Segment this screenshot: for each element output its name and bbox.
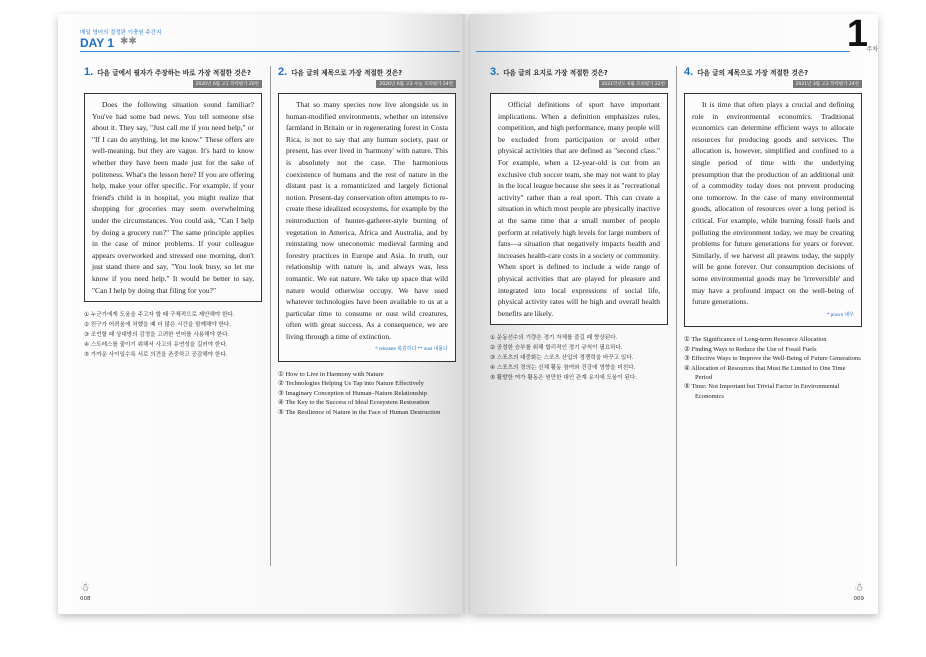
open-book: [58, 8, 878, 618]
option-2[interactable]: ② 공정한 승부를 위해 합리적인 경기 규칙이 필요하다.: [490, 345, 623, 352]
question-number: 2.: [278, 66, 288, 78]
option-5[interactable]: ⑤ 활발한 여가 활동은 원만한 대인 관계 유지에 도움이 된다.: [490, 375, 638, 382]
option-1[interactable]: ① 운동선수의 기량은 경기 자체를 즐길 때 향상된다.: [490, 335, 618, 342]
column-divider: [676, 66, 677, 566]
source-tag: 2021학년도 6월 모의평가 22번: [599, 80, 668, 88]
option-5[interactable]: ⑤ The Resilience of Nature in the Face of Human Destruction: [278, 408, 441, 416]
option-2[interactable]: ② Technologies Helping Us Tap into Nature Effectively: [278, 380, 424, 388]
footnote: * prawn 새우: [826, 312, 854, 318]
option-4[interactable]: ④ Allocation of Resources that Must Be Limited to One Time Period: [684, 364, 846, 381]
left-page: [58, 14, 466, 614]
page-number-right: 009: [853, 596, 864, 602]
question-number: 4.: [684, 66, 694, 78]
column-divider: [270, 66, 271, 566]
answer-options: [490, 333, 668, 383]
question-2: [278, 66, 456, 417]
question-1: [84, 66, 262, 360]
series-title: 매일 영어의 결정판 이충원 주간지: [80, 30, 162, 36]
source-tag: 2021년 3월 고3 학력평가 24번: [793, 80, 862, 88]
page-number-left: 008: [80, 596, 91, 602]
question-4: [684, 66, 862, 401]
passage-text: It is time that often plays a crucial and defining role in environmental economics. Traditional economics can determine efficient ways to allocate resources for producing goods and services. The allocation is, however, simplified and confined to a single period of time with the underlying presumption that the production of an additional unit of a commodity today does not prevent producing one tomorrow. In the case of many environmental goods, allocation of resources over a long period is critical. For example, while burning fossil fuels and polluting the environment today, we may be creating problems for future generations for years or forever. Similarly, if we harvest all prawns today, the supply will be gone forever. Our consumption decisions of some environmental goods may be 'irreversible' and may have a profound impact on the well-being of future generations.: [692, 100, 854, 307]
passage-box: [84, 93, 262, 302]
passage-text: Does the following situation sound familiar? You've had some bad news. You tell someone else about it. They say, "Just call me if you need help," or "If I can do anything, let me know." These offers are well-meaning, but they are vague. It's hard to know whether they have been made just for the sake of politeness. What's the lesson here? If you are offering help, make your offer specific. For example, if your friend's child is in hospital, you might realize that shopping for groceries may seem overwhelming under the circumstances. You could ask, "Can I help by doing a grocery run?" The same principle applies in the case of minor problems. If your colleague appears overworked and stressed one morning, don't just stand there and say, "You look busy, so let me know if you need help." It would be better to say, "Can I help by doing that filing for you?": [92, 100, 254, 295]
option-2[interactable]: ② Finding Ways to Reduce the Use of Fossil Fuels: [684, 345, 817, 353]
question-prompt: 다음 글의 제목으로 가장 적절한 것은?: [291, 69, 403, 77]
question-prompt: 다음 글의 요지로 가장 적절한 것은?: [503, 69, 608, 77]
question-heading: [278, 66, 456, 78]
mascot-icon: ☃: [854, 582, 864, 594]
footnote: * reinstate 복원하다 ** oust 내몰다: [375, 347, 448, 353]
option-3[interactable]: ③ 조언할 때 상대방의 감정을 고려한 언어를 사용해야 한다.: [84, 332, 230, 339]
header-rule: [80, 51, 460, 52]
question-heading: [84, 66, 262, 78]
question-heading: [684, 66, 862, 78]
option-1[interactable]: ① How to Live in Harmony with Nature: [278, 371, 384, 379]
question-prompt: 다음 글의 제목으로 가장 적절한 것은?: [697, 69, 809, 77]
answer-options: [84, 310, 262, 360]
option-1[interactable]: ① The Significance of Long-term Resource Allocation: [684, 336, 827, 344]
passage-text: Official definitions of sport have important implications. When a definition emphasizes rules, competition, and high performance, many people will be excluded from participation or avoid other physical activities that are defined as "second class." For example, when a 12-year-old is cut from an exclusive club soccer team, she may not want to play in the local league because she sees it as "recreational activity" rather than a real sport. This can create a situation in which most people are physically inactive at the same time that a small number of people perform at relatively high levels for large numbers of fans—a situation that negatively impacts health and increases health-care costs in a society or community. When sport is defined to include a wide range of physical activities that are played for pleasure and integrated into local expressions of social life, physical activity rates will be high and overall health benefits are likely.: [498, 100, 660, 318]
passage-box: [684, 93, 862, 327]
mascot-icon: ☃: [80, 582, 90, 594]
passage-box: [278, 93, 456, 362]
option-4[interactable]: ④ The Key to the Success of Ideal Ecosystem Restoration: [278, 399, 430, 407]
option-3[interactable]: ③ 스포츠의 대중화는 스포츠 산업의 경쟁력을 바꾸고 있다.: [490, 355, 634, 362]
option-3[interactable]: ③ Imaginary Conception of Human–Nature Relationship: [278, 389, 427, 397]
option-4[interactable]: ④ 스트레스를 줄이기 위해서 사고의 유연성을 길러야 한다.: [84, 342, 228, 349]
option-5[interactable]: ⑤ Time: Not Important but Trivial Factor in Environmental Economics: [684, 383, 840, 400]
question-prompt: 다음 글에서 필자가 주장하는 바로 가장 적절한 것은?: [97, 69, 251, 77]
option-5[interactable]: ⑤ 가까운 사이일수록 서로 의견을 존중하고 공감해야 한다.: [84, 352, 228, 359]
source-tag: 2020년 6월 고3 수능 모의평가 24번: [376, 80, 456, 88]
option-3[interactable]: ③ Effective Ways to Improve the Well-Being of Future Generations: [684, 355, 861, 363]
option-1[interactable]: ① 누군가에게 도움을 주고자 할 때 구체적으로 제안해야 한다.: [84, 312, 235, 319]
question-number: 3.: [490, 66, 500, 78]
option-4[interactable]: ④ 스포츠의 정의는 신체 활동 참여와 건강에 영향을 미친다.: [490, 365, 636, 372]
header-rule: [476, 51, 850, 52]
right-page: [470, 14, 878, 614]
answer-options: [278, 370, 456, 417]
option-2[interactable]: ② 친구가 어려움에 처했을 때 더 많은 시간을 함께해야 한다.: [84, 322, 232, 329]
passage-box: [490, 93, 668, 325]
passage-text: That so many species now live alongside us in human-modified environments, whether on intensive farmland in Britain or in regenerating forest in Costa Rica, is not to say that any human society, past or present, has ever lived in 'harmony' with nature. This is absolutely not the case. The harmonious coexistence of humans and the rest of nature in the distant past is a romanticized and largely fictional notion. Present-day conservation often attempts to re-create these idealized ecosystems, for example by the reintroduction of hunter-gatherer-style burning of vegetation in America, Africa and Australia, and by reinstating now uneconomic medieval farming and forestry practices in Europe and Asia. In truth, our relationship with nature is, and always was, less romantic. We eat nature. We take up space that wild nature would otherwise occupy. We have used whatever technologies have been available to us at a particular time to consume or oust wild creatures, often with great success. As a consequence, we are living through a time of extinction.: [286, 100, 448, 341]
source-tag: 2020년 6월 고1 학력평가 20번: [193, 80, 262, 88]
question-heading: [490, 66, 668, 78]
question-3: [490, 66, 668, 383]
answer-options: [684, 335, 862, 401]
question-number: 1.: [84, 66, 94, 78]
star-icon: ✱✱: [120, 36, 137, 47]
day-label: DAY 1: [80, 36, 115, 50]
week-number: 1: [846, 13, 868, 55]
week-label: 주차: [866, 46, 878, 53]
